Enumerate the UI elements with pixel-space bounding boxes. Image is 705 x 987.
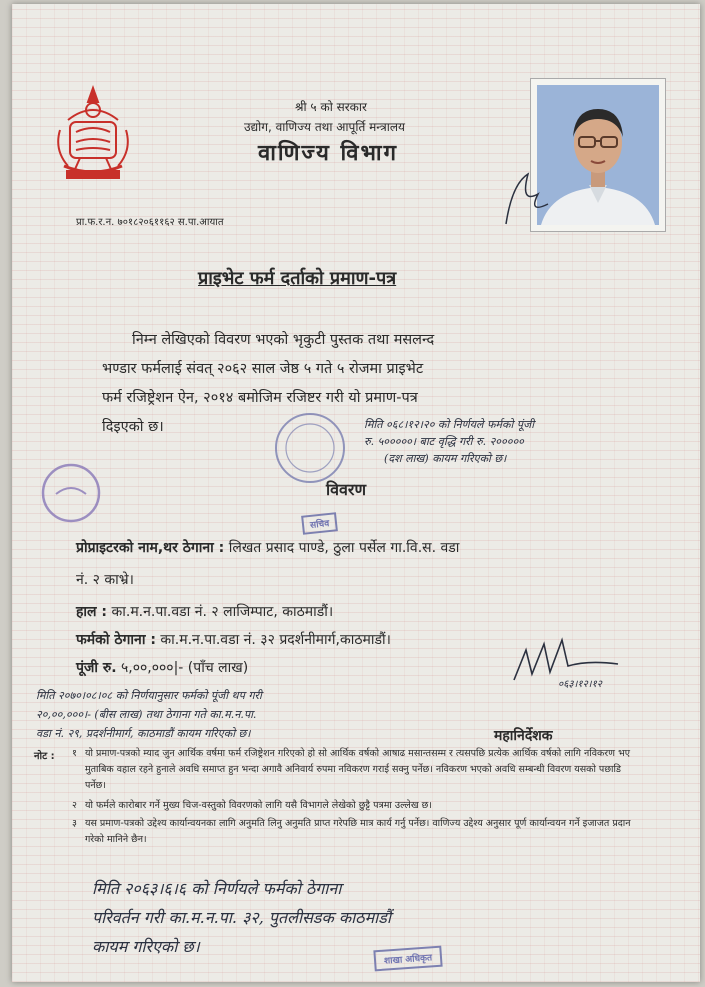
handwritten-capital-note (364, 416, 534, 467)
handwritten-capital-note-line-3: (दश लाख) कायम गरिएको छ। (384, 452, 507, 465)
handwritten-increase-note-line-1: मिति २०७०।०८।०८ को निर्णयानुसार फर्मको पूंजी थप गरी (36, 689, 262, 702)
capital-row (76, 658, 248, 677)
firm-address-value: का.म.न.पा.वडा नं. ३२ प्रदर्शनीमार्ग,काठमाडौं। (160, 632, 391, 648)
details-heading: विवरण (326, 480, 367, 499)
signatory-title-text: महानिर्देशक (494, 728, 553, 744)
note-number: ३ (72, 818, 77, 829)
handwritten-capital-note-line-2: रु. ५०००००। बाट वृद्धि गरी रु. २००००० (364, 435, 524, 448)
capital-label: पूंजी रु. (76, 660, 117, 676)
note-text: यस प्रमाण-पत्रको उद्देश्य कार्यान्वयनका लागि अनुमति लिनु अनुमति प्राप्त गरेपछि मात्र कार्य गर्नु पर्नेछ। वाणिज्य उद्देश्य अनुसार पूर्ण कार्यान्वयन गर्ने इजाजत प्रदान गरेको मानिने छैन। (84, 818, 631, 845)
intro-line-4: दिइएको छ। (102, 419, 164, 435)
secretary-stamp: सचिव (301, 512, 338, 535)
current-address-row (76, 602, 333, 621)
department-title: वाणिज्य विभाग (258, 141, 399, 166)
certificate-paper (12, 4, 700, 982)
intro-line-3: फर्म रजिष्ट्रेशन ऐन, २०१४ बमोजिम रजिष्टर गरी यो प्रमाण-पत्र (102, 390, 418, 406)
reference-number: प्रा.फ.र.न. ७०१८२०६११६२ स.पा.आयात (76, 217, 224, 228)
proprietor-row-cont: नं. २ काभ्रे। (76, 572, 134, 588)
coat-of-arms-icon (50, 80, 136, 190)
current-address-value: का.म.न.पा.वडा नं. २ लाजिम्पाट, काठमाडौं। (111, 604, 334, 620)
note-text: यो फर्मले कारोबार गर्ने मुख्य चिज-वस्तुको विवरणको लागि यसै विभागले लेखेको छुट्टै पत्रमा उल्लेख छ। (84, 800, 432, 811)
round-seal-stamp (270, 408, 350, 488)
firm-address-row (76, 630, 391, 649)
signatory-title (494, 726, 553, 745)
photo-signature-mark (498, 164, 558, 234)
note-text: यो प्रमाण-पत्रको म्याद जुन आर्थिक वर्षमा फर्म रजिष्ट्रेशन गरिएको हो सो आर्थिक वर्षको आषाढ मसान्तसम्म र त्यसपछि प्रत्येक आर्थिक वर्षको लागि नविकरण भए मुताबिक वहाल रहने हुनाले अवधि समाप्त हुन भन्दा अगावै अनिवार्य रुपमा नविकरण गराई सक्नु पर्नेछ। नविकरण भएको अवधि सम्बन्धी विवरण यसको पछाडि पर्नेछ। (84, 748, 630, 791)
handwritten-increase-note-line-3: वडा नं. २९, प्रदर्शनीमार्ग, काठमाडौं कायम गरिएको छ। (36, 727, 251, 740)
ministry-line: उद्योग, वाणिज्य तथा आपूर्ति मन्त्रालय (244, 120, 406, 134)
handwritten-increase-note-line-2: २०,००,०००।- (बीस लाख) तथा ठेगाना गते का.म.न.पा. (36, 708, 257, 721)
current-address-label: हाल : (76, 604, 108, 620)
certificate-title: प्राइभेट फर्म दर्ताको प्रमाण-पत्र (198, 268, 397, 289)
proprietor-value: लिखत प्रसाद पाण्डे, ठुला पर्सेल गा.वि.स. वडा (228, 540, 460, 556)
intro-line-2: भण्डार फर्मलाई संवत् २०६२ साल जेष्ठ ५ गते ५ रोजमा प्राइभेट (102, 361, 424, 377)
handwritten-address-note (92, 874, 391, 961)
handwritten-address-note-line-2: परिवर्तन गरी का.म.न.पा. ३२, पुतलीसडक काठमाडौं (92, 908, 391, 927)
firm-address-label: फर्मको ठेगाना : (76, 632, 156, 648)
note-item (72, 746, 632, 794)
handwritten-address-note-line-3: कायम गरिएको छ। (92, 937, 200, 956)
notes-list (72, 746, 632, 848)
note-number: १ (72, 748, 77, 759)
section-officer-stamp: शाखा अधिकृत (373, 946, 442, 972)
handwritten-address-note-line-1: मिति २०६३।६।६ को निर्णयले फर्मको ठेगाना (92, 879, 342, 898)
note-item (72, 798, 632, 814)
government-line: श्री ५ को सरकार (295, 100, 367, 114)
intro-line-1: निम्न लेखिएको विवरण भएको भृकुटी पुस्तक तथा मसलन्द (132, 332, 435, 348)
note-number: २ (72, 800, 77, 811)
proprietor-row (76, 538, 459, 557)
handwritten-increase-note (36, 686, 262, 743)
note-item (72, 816, 632, 848)
handwritten-capital-note-line-1: मिति ०६८।१२।२० को निर्णयले फर्मको पूंजी (364, 418, 535, 431)
notes-label: नोट : (34, 751, 55, 762)
purple-seal-stamp (36, 458, 106, 528)
capital-value: ५,००,०००|- (पाँच लाख) (120, 660, 249, 676)
signature-date: ०६३।१२।१२ (558, 679, 602, 690)
proprietor-label: प्रोप्राइटरको नाम,थर ठेगाना : (76, 540, 225, 556)
